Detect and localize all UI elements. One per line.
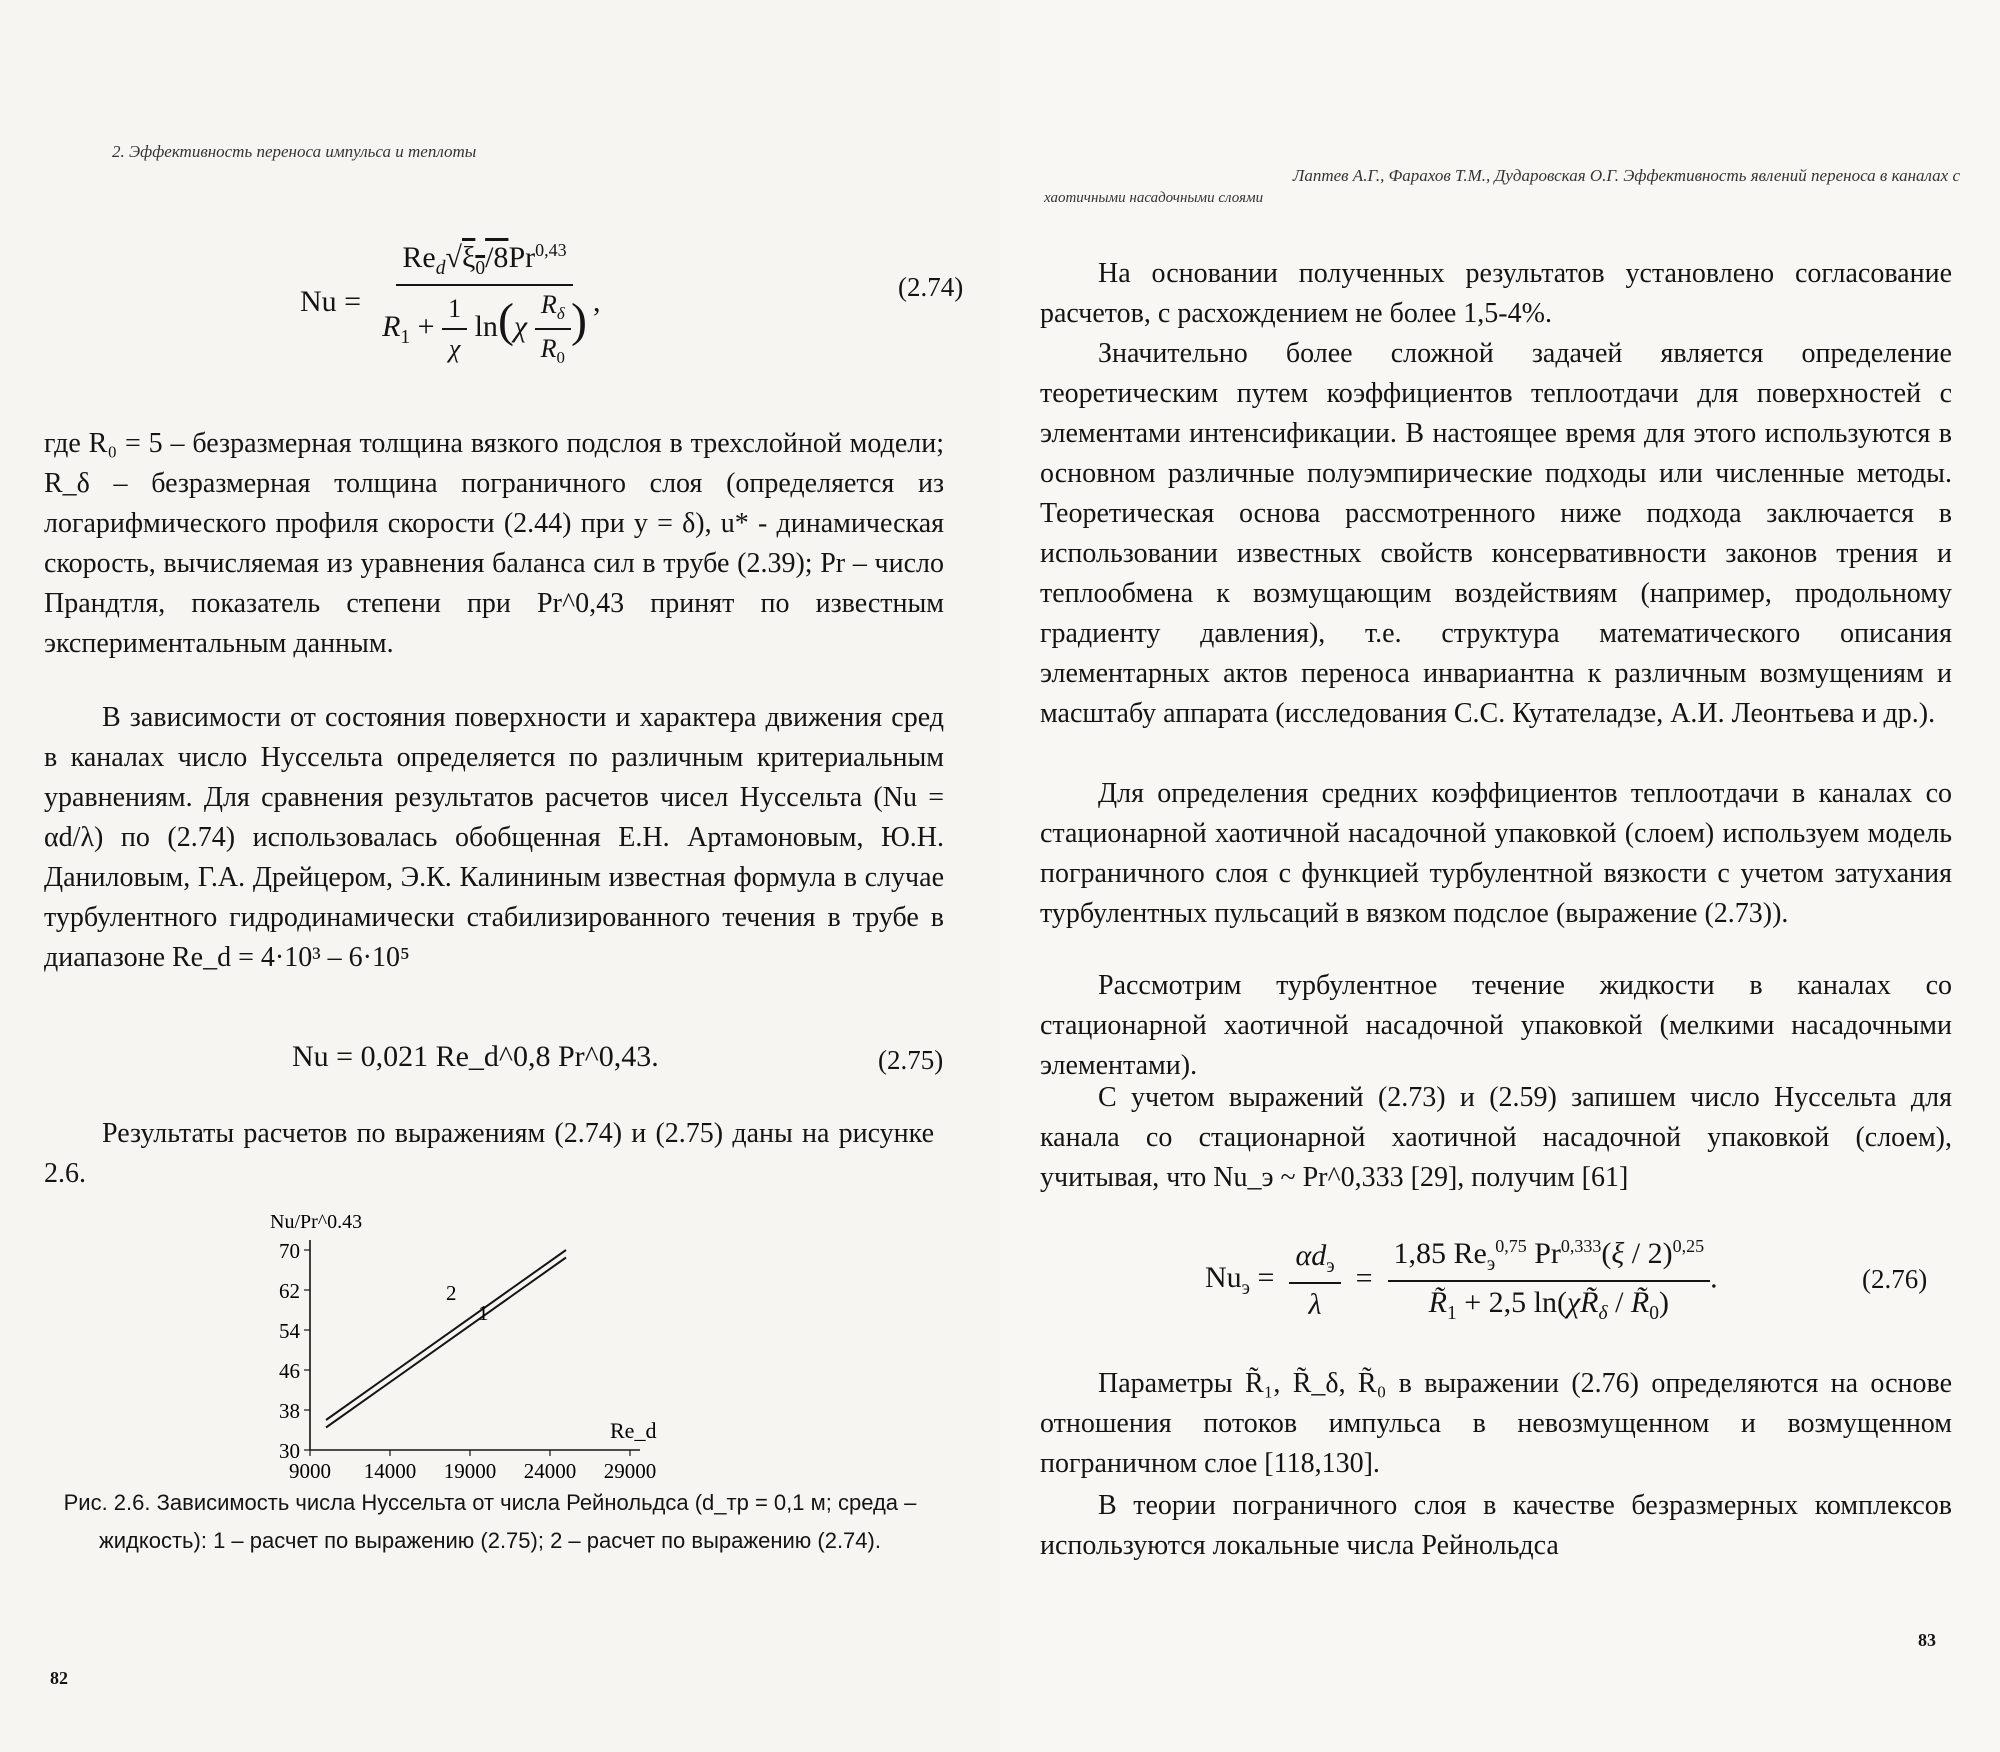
left-paragraph-1: где R₀ = 5 – безразмерная толщина вязкого подслоя в трехслойной модели; R_δ – безразмерная толщина пограничного слоя (определяется из логарифмического профиля скорости (2.44) при y = δ), u* - динамическая скорость, вычисляемая из уравнения баланса сил в трубе (2.39); Pr – число Прандтля, показатель степени при Pr^0,43 принят по известным экспериментальным данным. <box>44 428 944 659</box>
series-label-1: 1 <box>478 1301 489 1325</box>
figure-caption: Рис. 2.6. Зависимость числа Нуссельта от числа Рейнольдса (d_тр = 0,1 м; среда – жидкость): 1 – расчет по выражению (2.75); 2 – расчет по выражению (2.74). <box>63 1490 917 1553</box>
y-tick-label: 38 <box>279 1399 300 1423</box>
page-number-left: 82 <box>50 1668 68 1688</box>
chart-axes <box>310 1240 640 1450</box>
y-tick-label: 46 <box>279 1359 300 1383</box>
right-paragraph-5: С учетом выражений (2.73) и (2.59) запишем число Нуссельта для канала со стационарной хаотичной насадочной упаковкой (слоем), учитывая, что Nu_э ~ Pr^0,333 [29], получим [61] <box>1040 1082 1952 1193</box>
equation-number-2-76: (2.76) <box>1862 1264 1928 1294</box>
right-paragraph-2: Значительно более сложной задачей является определение теоретическим путем коэффициентов теплоотдачи для поверхностей с элементами интенсификации. В настоящее время для этого используются в основном различные полуэмпирические подходы или численные методы. Теоретическая основа рассмотренного ниже подхода заключается в использовании известных свойств консервативности законов трения и теплообмена к возмущающим воздействиям (например, продольному градиенту давления), т.е. структура математического описания элементарных актов переноса инвариантна к различным возмущениям и масштабу аппарата (исследования С.С. Кутателадзе, А.И. Леонтьева и др.). <box>1040 338 1952 729</box>
running-head-right-line-1: Лаптев А.Г., Фарахов Т.М., Дударовская О.Г. Эффективность явлений переноса в каналах с <box>1292 166 1960 185</box>
x-tick-label: 14000 <box>363 1459 417 1480</box>
y-tick-label: 30 <box>279 1439 300 1463</box>
y-tick-label: 70 <box>279 1239 300 1263</box>
right-paragraph-1: На основании полученных результатов установлено согласование расчетов, с расхождением не более 1,5-4%. <box>1040 258 1952 329</box>
running-head-right-line-2: хаотичными насадочными слоями <box>1044 190 1264 206</box>
y-tick-label: 62 <box>279 1279 300 1303</box>
equation-number-2-74: (2.74) <box>898 272 964 302</box>
chart-series <box>326 1250 566 1428</box>
y-axis-label: Nu/Pr^0.43 <box>270 1211 363 1233</box>
x-tick-label: 24000 <box>523 1459 577 1480</box>
equation-2-76: $Nu_э$ = $\frac{\alpha d_э}{\lambda}$ = $\frac{1,85 Re_э^{0,75} Pr^{0,333}(\xi / 2)^{0,25}}{R̃_1 + 2,5 \ln(\chi R̃_\delta / R̃_0)}$ . <box>1205 1236 1718 1324</box>
chart-ticks <box>279 1239 656 1480</box>
right-paragraph-6: Параметры R̃₁, R̃_δ, R̃₀ в выражении (2.76) определяются на основе отношения потоков импульса в невозмущенном и возмущенном пограничном слое [118,130]. <box>1040 1368 1952 1479</box>
left-paragraph-2: В зависимости от состояния поверхности и характера движения сред в каналах число Нуссельта определяется по различным критериальным уравнениям. Для сравнения результатов расчетов чисел Нуссельта (Nu = αd/λ) по (2.74) использовалась обобщенная Е.Н. Артамоновым, Ю.Н. Даниловым, Г.А. Дрейцером, Э.К. Калининым известная формула в случае турбулентного гидродинамически стабилизированного течения в трубе в диапазоне Re_d = 4·10³ – 6·10⁵ <box>44 702 944 973</box>
right-page <box>1000 0 2000 1752</box>
running-head-left: 2. Эффективность переноса импульса и теплоты <box>112 142 477 161</box>
series-label-2: 2 <box>446 1281 457 1305</box>
equation-2-75: Nu = 0,021 Re_d^0,8 Pr^0,43. <box>292 1040 659 1073</box>
right-paragraph-3: Для определения средних коэффициентов теплоотдачи в каналах со стационарной хаотичной насадочной упаковкой (слоем) используем модель пограничного слоя с функцией турбулентной вязкости с учетом затухания турбулентных пульсаций в вязком подслое (выражение (2.73)). <box>1040 778 1952 929</box>
x-axis-label: Re_d <box>610 1418 657 1443</box>
series-line-2 <box>326 1250 566 1420</box>
x-tick-label: 9000 <box>289 1459 331 1480</box>
left-paragraph-3: Результаты расчетов по выражениям (2.74) и (2.75) даны на рисунке 2.6. <box>44 1118 934 1189</box>
right-paragraph-4: Рассмотрим турбулентное течение жидкости в каналах со стационарной хаотичной насадочной упаковкой (мелкими насадочными элементами). <box>1040 970 1952 1081</box>
page-number-right: 83 <box>1918 1630 1936 1650</box>
x-tick-label: 19000 <box>443 1459 497 1480</box>
y-tick-label: 54 <box>279 1319 300 1343</box>
equation-2-74: Nu = $Re_d√\xi_0/8Pr^{0,43}$ $R_1$ + $\frac{1}{\chi}$ ln(χ $\frac{R_\delta}{R_0}$ ) , <box>300 240 601 368</box>
chart-labels <box>270 1211 656 1443</box>
x-tick-label: 29000 <box>603 1459 657 1480</box>
right-paragraph-7: В теории пограничного слоя в качестве безразмерных комплексов используются локальные числа Рейнольдса <box>1040 1490 1952 1561</box>
nusselt-reynolds-chart <box>260 1190 680 1480</box>
equation-number-2-75: (2.75) <box>878 1045 944 1075</box>
